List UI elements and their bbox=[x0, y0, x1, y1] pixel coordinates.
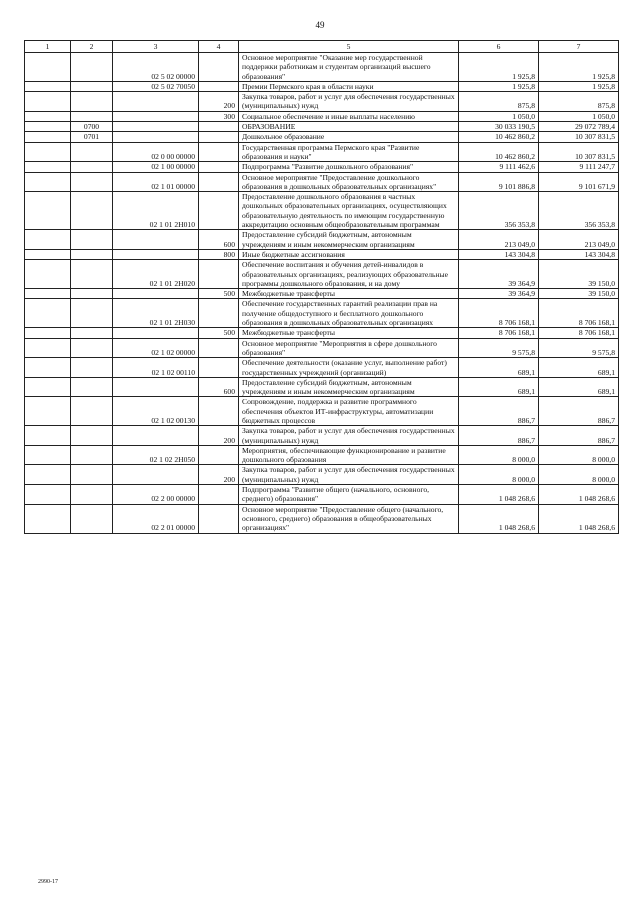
budget-table bbox=[24, 40, 619, 534]
expense-type-code bbox=[199, 397, 239, 426]
empty-cell bbox=[25, 111, 71, 121]
amount-year-2: 9 575,8 bbox=[539, 338, 619, 358]
target-article-code: 02 5 02 70050 bbox=[113, 81, 199, 91]
target-article-code: 02 2 00 00000 bbox=[113, 485, 199, 505]
expense-type-code: 600 bbox=[199, 377, 239, 397]
item-name: Премии Пермского края в области науки bbox=[239, 81, 459, 91]
expense-type-code: 200 bbox=[199, 92, 239, 112]
target-article-code: 02 1 02 2Н050 bbox=[113, 445, 199, 465]
item-name: Закупка товаров, работ и услуг для обеспечения государственных (муниципальных) нужд bbox=[239, 92, 459, 112]
item-name: Межбюджетные трансферты bbox=[239, 289, 459, 299]
header-col-6: 6 bbox=[459, 41, 539, 53]
header-row bbox=[25, 41, 619, 53]
table-row bbox=[25, 338, 619, 358]
section-code bbox=[71, 338, 113, 358]
section-code bbox=[71, 249, 113, 259]
expense-type-code bbox=[199, 53, 239, 82]
amount-year-2: 1 048 268,6 bbox=[539, 504, 619, 533]
empty-cell bbox=[25, 142, 71, 162]
document-code: 2990-17 bbox=[38, 879, 58, 885]
amount-year-2: 886,7 bbox=[539, 397, 619, 426]
amount-year-2: 8 706 168,1 bbox=[539, 299, 619, 328]
section-code bbox=[71, 445, 113, 465]
section-code bbox=[71, 397, 113, 426]
section-code bbox=[71, 299, 113, 328]
amount-year-1: 8 706 168,1 bbox=[459, 328, 539, 338]
table-row bbox=[25, 92, 619, 112]
target-article-code: 02 1 02 00110 bbox=[113, 358, 199, 378]
target-article-code: 02 1 01 2Н010 bbox=[113, 192, 199, 230]
target-article-code: 02 1 02 00130 bbox=[113, 397, 199, 426]
amount-year-2: 1 050,0 bbox=[539, 111, 619, 121]
target-article-code: 02 5 02 00000 bbox=[113, 53, 199, 82]
amount-year-1: 1 925,8 bbox=[459, 81, 539, 91]
target-article-code: 02 1 01 2Н030 bbox=[113, 299, 199, 328]
section-code: 0701 bbox=[71, 132, 113, 142]
empty-cell bbox=[25, 338, 71, 358]
target-article-code: 02 1 01 00000 bbox=[113, 172, 199, 192]
target-article-code bbox=[113, 230, 199, 250]
amount-year-2: 886,7 bbox=[539, 426, 619, 446]
amount-year-1: 30 033 190,5 bbox=[459, 122, 539, 132]
expense-type-code: 300 bbox=[199, 111, 239, 121]
section-code bbox=[71, 53, 113, 82]
amount-year-2: 10 307 831,5 bbox=[539, 142, 619, 162]
target-article-code bbox=[113, 132, 199, 142]
item-name: Предоставление субсидий бюджетным, автономным учреждениям и иным некоммерческим организациям bbox=[239, 230, 459, 250]
target-article-code bbox=[113, 289, 199, 299]
table-row bbox=[25, 81, 619, 91]
empty-cell bbox=[25, 299, 71, 328]
expense-type-code: 200 bbox=[199, 465, 239, 485]
amount-year-1: 886,7 bbox=[459, 397, 539, 426]
table-row bbox=[25, 192, 619, 230]
section-code bbox=[71, 142, 113, 162]
empty-cell bbox=[25, 504, 71, 533]
empty-cell bbox=[25, 426, 71, 446]
table-row bbox=[25, 504, 619, 533]
expense-type-code bbox=[199, 192, 239, 230]
section-code bbox=[71, 230, 113, 250]
table-row bbox=[25, 465, 619, 485]
target-article-code bbox=[113, 111, 199, 121]
item-name: Закупка товаров, работ и услуг для обеспечения государственных (муниципальных) нужд bbox=[239, 426, 459, 446]
amount-year-2: 8 706 168,1 bbox=[539, 328, 619, 338]
item-name: Обеспечение деятельности (оказание услуг, выполнение работ) государственных учреждений (организаций) bbox=[239, 358, 459, 378]
expense-type-code: 500 bbox=[199, 328, 239, 338]
target-article-code: 02 1 02 00000 bbox=[113, 338, 199, 358]
section-code bbox=[71, 260, 113, 289]
item-name: Основное мероприятие "Предоставление общего (начального, основного, среднего) образования в общеобразовательных организациях" bbox=[239, 504, 459, 533]
section-code bbox=[71, 172, 113, 192]
amount-year-2: 10 307 831,5 bbox=[539, 132, 619, 142]
item-name: Обеспечение воспитания и обучения детей-инвалидов в образовательных организациях, реализующих образовательные программы дошкольного образования, и на дому bbox=[239, 260, 459, 289]
empty-cell bbox=[25, 465, 71, 485]
target-article-code: 02 1 00 00000 bbox=[113, 162, 199, 172]
empty-cell bbox=[25, 81, 71, 91]
table-row bbox=[25, 122, 619, 132]
item-name: Государственная программа Пермского края "Развитие образования и науки" bbox=[239, 142, 459, 162]
amount-year-2: 875,8 bbox=[539, 92, 619, 112]
target-article-code bbox=[113, 122, 199, 132]
expense-type-code bbox=[199, 485, 239, 505]
table-row bbox=[25, 426, 619, 446]
header-col-7: 7 bbox=[539, 41, 619, 53]
amount-year-2: 9 101 671,9 bbox=[539, 172, 619, 192]
empty-cell bbox=[25, 53, 71, 82]
item-name: Мероприятия, обеспечивающие функционирование и развитие дошкольного образования bbox=[239, 445, 459, 465]
section-code bbox=[71, 92, 113, 112]
table-row bbox=[25, 485, 619, 505]
expense-type-code bbox=[199, 132, 239, 142]
amount-year-1: 10 462 860,2 bbox=[459, 142, 539, 162]
expense-type-code bbox=[199, 122, 239, 132]
table-row bbox=[25, 328, 619, 338]
section-code bbox=[71, 465, 113, 485]
amount-year-2: 1 048 268,6 bbox=[539, 485, 619, 505]
target-article-code: 02 0 00 00000 bbox=[113, 142, 199, 162]
section-code bbox=[71, 377, 113, 397]
amount-year-1: 689,1 bbox=[459, 377, 539, 397]
amount-year-2: 1 925,8 bbox=[539, 53, 619, 82]
expense-type-code bbox=[199, 504, 239, 533]
empty-cell bbox=[25, 260, 71, 289]
header-col-5: 5 bbox=[239, 41, 459, 53]
empty-cell bbox=[25, 92, 71, 112]
amount-year-2: 8 000,0 bbox=[539, 445, 619, 465]
amount-year-1: 356 353,8 bbox=[459, 192, 539, 230]
amount-year-1: 9 575,8 bbox=[459, 338, 539, 358]
amount-year-1: 8 000,0 bbox=[459, 445, 539, 465]
amount-year-2: 689,1 bbox=[539, 377, 619, 397]
target-article-code bbox=[113, 249, 199, 259]
amount-year-1: 1 050,0 bbox=[459, 111, 539, 121]
item-name: Подпрограмма "Развитие общего (начального, основного, среднего) образования" bbox=[239, 485, 459, 505]
section-code bbox=[71, 504, 113, 533]
item-name: Предоставление дошкольного образования в частных дошкольных образовательных организациях, осуществляющих образовательную деятельность по имеющим государственную аккредитацию основным общеобразовательным программам bbox=[239, 192, 459, 230]
expense-type-code: 500 bbox=[199, 289, 239, 299]
empty-cell bbox=[25, 230, 71, 250]
amount-year-1: 39 364,9 bbox=[459, 289, 539, 299]
table-row bbox=[25, 289, 619, 299]
amount-year-1: 8 000,0 bbox=[459, 465, 539, 485]
amount-year-1: 1 048 268,6 bbox=[459, 504, 539, 533]
item-name: Основное мероприятие "Оказание мер государственной поддержки работникам и студентам организаций высшего образования" bbox=[239, 53, 459, 82]
empty-cell bbox=[25, 162, 71, 172]
item-name: Закупка товаров, работ и услуг для обеспечения государственных (муниципальных) нужд bbox=[239, 465, 459, 485]
page-number: 49 bbox=[315, 20, 325, 30]
section-code bbox=[71, 358, 113, 378]
empty-cell bbox=[25, 445, 71, 465]
amount-year-1: 1 925,8 bbox=[459, 53, 539, 82]
item-name: Предоставление субсидий бюджетным, автономным учреждениям и иным некоммерческим организациям bbox=[239, 377, 459, 397]
item-name: Иные бюджетные ассигнования bbox=[239, 249, 459, 259]
amount-year-1: 1 048 268,6 bbox=[459, 485, 539, 505]
table-row bbox=[25, 358, 619, 378]
section-code bbox=[71, 328, 113, 338]
table-row bbox=[25, 260, 619, 289]
item-name: Обеспечение государственных гарантий реализации прав на получение общедоступного и бесплатного дошкольного образования в дошкольных образовательных организациях bbox=[239, 299, 459, 328]
empty-cell bbox=[25, 132, 71, 142]
expense-type-code bbox=[199, 358, 239, 378]
section-code bbox=[71, 192, 113, 230]
table-row bbox=[25, 377, 619, 397]
table-row bbox=[25, 172, 619, 192]
empty-cell bbox=[25, 122, 71, 132]
empty-cell bbox=[25, 397, 71, 426]
header-col-1: 1 bbox=[25, 41, 71, 53]
section-code bbox=[71, 426, 113, 446]
header-col-4: 4 bbox=[199, 41, 239, 53]
amount-year-1: 39 364,9 bbox=[459, 260, 539, 289]
section-code bbox=[71, 485, 113, 505]
amount-year-2: 39 150,0 bbox=[539, 260, 619, 289]
table-body bbox=[25, 53, 619, 534]
amount-year-2: 29 072 789,4 bbox=[539, 122, 619, 132]
amount-year-2: 213 049,0 bbox=[539, 230, 619, 250]
target-article-code: 02 1 01 2Н020 bbox=[113, 260, 199, 289]
table-row bbox=[25, 249, 619, 259]
amount-year-2: 1 925,8 bbox=[539, 81, 619, 91]
target-article-code bbox=[113, 328, 199, 338]
amount-year-1: 9 101 886,8 bbox=[459, 172, 539, 192]
item-name: Основное мероприятие "Предоставление дошкольного образования в дошкольных образовательных организациях" bbox=[239, 172, 459, 192]
expense-type-code bbox=[199, 338, 239, 358]
empty-cell bbox=[25, 172, 71, 192]
section-code bbox=[71, 162, 113, 172]
empty-cell bbox=[25, 328, 71, 338]
expense-type-code: 200 bbox=[199, 426, 239, 446]
empty-cell bbox=[25, 377, 71, 397]
item-name: Подпрограмма "Развитие дошкольного образования" bbox=[239, 162, 459, 172]
section-code bbox=[71, 81, 113, 91]
expense-type-code bbox=[199, 445, 239, 465]
header-col-2: 2 bbox=[71, 41, 113, 53]
target-article-code bbox=[113, 426, 199, 446]
empty-cell bbox=[25, 192, 71, 230]
table-row bbox=[25, 299, 619, 328]
expense-type-code: 600 bbox=[199, 230, 239, 250]
empty-cell bbox=[25, 485, 71, 505]
item-name: Сопровождение, поддержка и развитие программного обеспечения объектов ИТ-инфраструктуры, автоматизации бюджетных процессов bbox=[239, 397, 459, 426]
empty-cell bbox=[25, 358, 71, 378]
amount-year-1: 8 706 168,1 bbox=[459, 299, 539, 328]
target-article-code bbox=[113, 377, 199, 397]
expense-type-code bbox=[199, 260, 239, 289]
section-code: 0700 bbox=[71, 122, 113, 132]
target-article-code bbox=[113, 465, 199, 485]
amount-year-2: 9 111 247,7 bbox=[539, 162, 619, 172]
expense-type-code bbox=[199, 81, 239, 91]
target-article-code bbox=[113, 92, 199, 112]
target-article-code: 02 2 01 00000 bbox=[113, 504, 199, 533]
table-row bbox=[25, 445, 619, 465]
table-row bbox=[25, 230, 619, 250]
empty-cell bbox=[25, 289, 71, 299]
table-row bbox=[25, 132, 619, 142]
amount-year-1: 10 462 860,2 bbox=[459, 132, 539, 142]
amount-year-1: 689,1 bbox=[459, 358, 539, 378]
section-code bbox=[71, 111, 113, 121]
amount-year-1: 213 049,0 bbox=[459, 230, 539, 250]
section-code bbox=[71, 289, 113, 299]
expense-type-code bbox=[199, 142, 239, 162]
expense-type-code: 800 bbox=[199, 249, 239, 259]
table-row bbox=[25, 397, 619, 426]
expense-type-code bbox=[199, 172, 239, 192]
amount-year-2: 689,1 bbox=[539, 358, 619, 378]
amount-year-2: 143 304,8 bbox=[539, 249, 619, 259]
amount-year-1: 9 111 462,6 bbox=[459, 162, 539, 172]
expense-type-code bbox=[199, 299, 239, 328]
amount-year-2: 356 353,8 bbox=[539, 192, 619, 230]
table-row bbox=[25, 111, 619, 121]
item-name: ОБРАЗОВАНИЕ bbox=[239, 122, 459, 132]
table-row bbox=[25, 142, 619, 162]
header-col-3: 3 bbox=[113, 41, 199, 53]
item-name: Дошкольное образование bbox=[239, 132, 459, 142]
item-name: Основное мероприятие "Мероприятия в сфере дошкольного образования" bbox=[239, 338, 459, 358]
amount-year-2: 39 150,0 bbox=[539, 289, 619, 299]
item-name: Социальное обеспечение и иные выплаты населению bbox=[239, 111, 459, 121]
amount-year-2: 8 000,0 bbox=[539, 465, 619, 485]
expense-type-code bbox=[199, 162, 239, 172]
empty-cell bbox=[25, 249, 71, 259]
table-row bbox=[25, 53, 619, 82]
table-row bbox=[25, 162, 619, 172]
amount-year-1: 143 304,8 bbox=[459, 249, 539, 259]
item-name: Межбюджетные трансферты bbox=[239, 328, 459, 338]
amount-year-1: 875,8 bbox=[459, 92, 539, 112]
amount-year-1: 886,7 bbox=[459, 426, 539, 446]
